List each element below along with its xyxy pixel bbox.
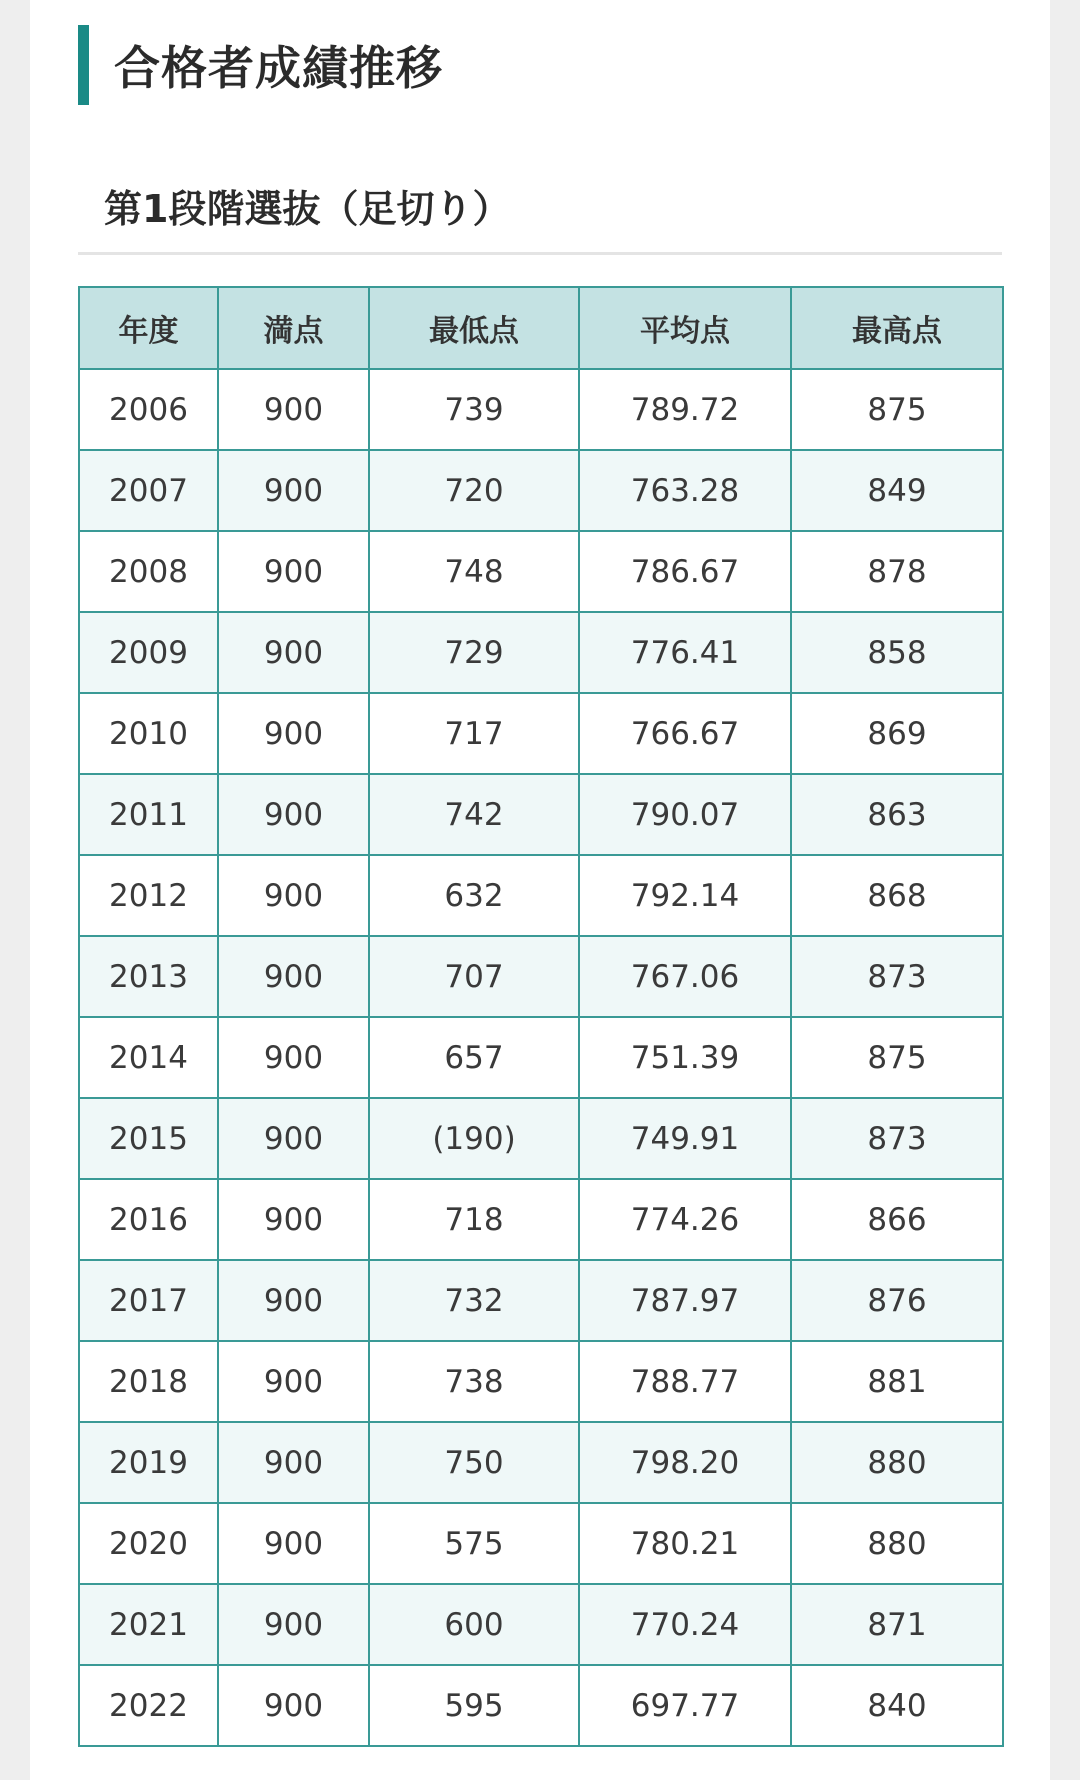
- max-score-cell: 871: [791, 1584, 1003, 1665]
- year-cell: 2009: [79, 612, 218, 693]
- max-score-cell: 869: [791, 693, 1003, 774]
- year-cell: 2006: [79, 369, 218, 450]
- year-cell: 2021: [79, 1584, 218, 1665]
- column-header-full-score: 満点: [218, 287, 369, 369]
- min-score-cell: 717: [369, 693, 579, 774]
- min-score-cell: 729: [369, 612, 579, 693]
- table-row: [79, 531, 1003, 612]
- table-row: [79, 1584, 1003, 1665]
- full-score-cell: 900: [218, 531, 369, 612]
- avg-score-cell: 751.39: [579, 1017, 791, 1098]
- min-score-cell: 718: [369, 1179, 579, 1260]
- avg-score-cell: 798.20: [579, 1422, 791, 1503]
- full-score-cell: 900: [218, 1179, 369, 1260]
- table-row: [79, 450, 1003, 531]
- max-score-cell: 878: [791, 531, 1003, 612]
- max-score-cell: 880: [791, 1503, 1003, 1584]
- full-score-cell: 900: [218, 936, 369, 1017]
- avg-score-cell: 697.77: [579, 1665, 791, 1746]
- avg-score-cell: 789.72: [579, 369, 791, 450]
- column-header-max-score: 最高点: [791, 287, 1003, 369]
- table-row: [79, 774, 1003, 855]
- max-score-cell: 873: [791, 1098, 1003, 1179]
- title-accent-bar: [78, 25, 89, 105]
- max-score-cell: 866: [791, 1179, 1003, 1260]
- full-score-cell: 900: [218, 450, 369, 531]
- column-header-avg-score: 平均点: [579, 287, 791, 369]
- year-cell: 2008: [79, 531, 218, 612]
- min-score-cell: 742: [369, 774, 579, 855]
- max-score-cell: 875: [791, 369, 1003, 450]
- table-header-row: [79, 287, 1003, 369]
- avg-score-cell: 776.41: [579, 612, 791, 693]
- table-row: [79, 369, 1003, 450]
- table-body: [79, 369, 1003, 1746]
- section-heading: 第1段階選抜（足切り）: [104, 187, 511, 231]
- full-score-cell: 900: [218, 612, 369, 693]
- min-score-cell: 600: [369, 1584, 579, 1665]
- year-cell: 2007: [79, 450, 218, 531]
- min-score-cell: 732: [369, 1260, 579, 1341]
- page-title: [78, 25, 443, 105]
- section-divider: [78, 252, 1002, 255]
- min-score-cell: 575: [369, 1503, 579, 1584]
- page-title-text: 合格者成績推移: [114, 41, 443, 95]
- max-score-cell: 875: [791, 1017, 1003, 1098]
- year-cell: 2022: [79, 1665, 218, 1746]
- min-score-cell: 707: [369, 936, 579, 1017]
- content-card: [30, 0, 1050, 1780]
- full-score-cell: 900: [218, 1341, 369, 1422]
- full-score-cell: 900: [218, 1017, 369, 1098]
- avg-score-cell: 792.14: [579, 855, 791, 936]
- year-cell: 2011: [79, 774, 218, 855]
- table-row: [79, 1665, 1003, 1746]
- table-row: [79, 1179, 1003, 1260]
- column-header-year: 年度: [79, 287, 218, 369]
- full-score-cell: 900: [218, 1665, 369, 1746]
- table-row: [79, 936, 1003, 1017]
- table-row: [79, 1503, 1003, 1584]
- avg-score-cell: 790.07: [579, 774, 791, 855]
- full-score-cell: 900: [218, 369, 369, 450]
- scores-table: [78, 286, 1004, 1747]
- avg-score-cell: 766.67: [579, 693, 791, 774]
- avg-score-cell: 780.21: [579, 1503, 791, 1584]
- max-score-cell: 876: [791, 1260, 1003, 1341]
- max-score-cell: 840: [791, 1665, 1003, 1746]
- min-score-cell: 657: [369, 1017, 579, 1098]
- min-score-cell: 738: [369, 1341, 579, 1422]
- max-score-cell: 849: [791, 450, 1003, 531]
- table-row: [79, 1422, 1003, 1503]
- max-score-cell: 880: [791, 1422, 1003, 1503]
- table-row: [79, 1017, 1003, 1098]
- full-score-cell: 900: [218, 693, 369, 774]
- full-score-cell: 900: [218, 1260, 369, 1341]
- full-score-cell: 900: [218, 1422, 369, 1503]
- min-score-cell: 720: [369, 450, 579, 531]
- full-score-cell: 900: [218, 774, 369, 855]
- avg-score-cell: 787.97: [579, 1260, 791, 1341]
- table-row: [79, 612, 1003, 693]
- year-cell: 2019: [79, 1422, 218, 1503]
- table-row: [79, 1260, 1003, 1341]
- full-score-cell: 900: [218, 1098, 369, 1179]
- min-score-cell: 595: [369, 1665, 579, 1746]
- table-row: [79, 1341, 1003, 1422]
- year-cell: 2020: [79, 1503, 218, 1584]
- min-score-cell: 739: [369, 369, 579, 450]
- max-score-cell: 881: [791, 1341, 1003, 1422]
- year-cell: 2015: [79, 1098, 218, 1179]
- min-score-cell: 748: [369, 531, 579, 612]
- table-row: [79, 855, 1003, 936]
- avg-score-cell: 767.06: [579, 936, 791, 1017]
- year-cell: 2016: [79, 1179, 218, 1260]
- avg-score-cell: 749.91: [579, 1098, 791, 1179]
- avg-score-cell: 770.24: [579, 1584, 791, 1665]
- year-cell: 2014: [79, 1017, 218, 1098]
- year-cell: 2012: [79, 855, 218, 936]
- avg-score-cell: 788.77: [579, 1341, 791, 1422]
- full-score-cell: 900: [218, 855, 369, 936]
- max-score-cell: 858: [791, 612, 1003, 693]
- min-score-cell: (190): [369, 1098, 579, 1179]
- table-row: [79, 693, 1003, 774]
- avg-score-cell: 786.67: [579, 531, 791, 612]
- avg-score-cell: 763.28: [579, 450, 791, 531]
- table-row: [79, 1098, 1003, 1179]
- max-score-cell: 873: [791, 936, 1003, 1017]
- column-header-min-score: 最低点: [369, 287, 579, 369]
- year-cell: 2013: [79, 936, 218, 1017]
- min-score-cell: 750: [369, 1422, 579, 1503]
- max-score-cell: 863: [791, 774, 1003, 855]
- year-cell: 2010: [79, 693, 218, 774]
- full-score-cell: 900: [218, 1584, 369, 1665]
- year-cell: 2018: [79, 1341, 218, 1422]
- year-cell: 2017: [79, 1260, 218, 1341]
- avg-score-cell: 774.26: [579, 1179, 791, 1260]
- full-score-cell: 900: [218, 1503, 369, 1584]
- max-score-cell: 868: [791, 855, 1003, 936]
- min-score-cell: 632: [369, 855, 579, 936]
